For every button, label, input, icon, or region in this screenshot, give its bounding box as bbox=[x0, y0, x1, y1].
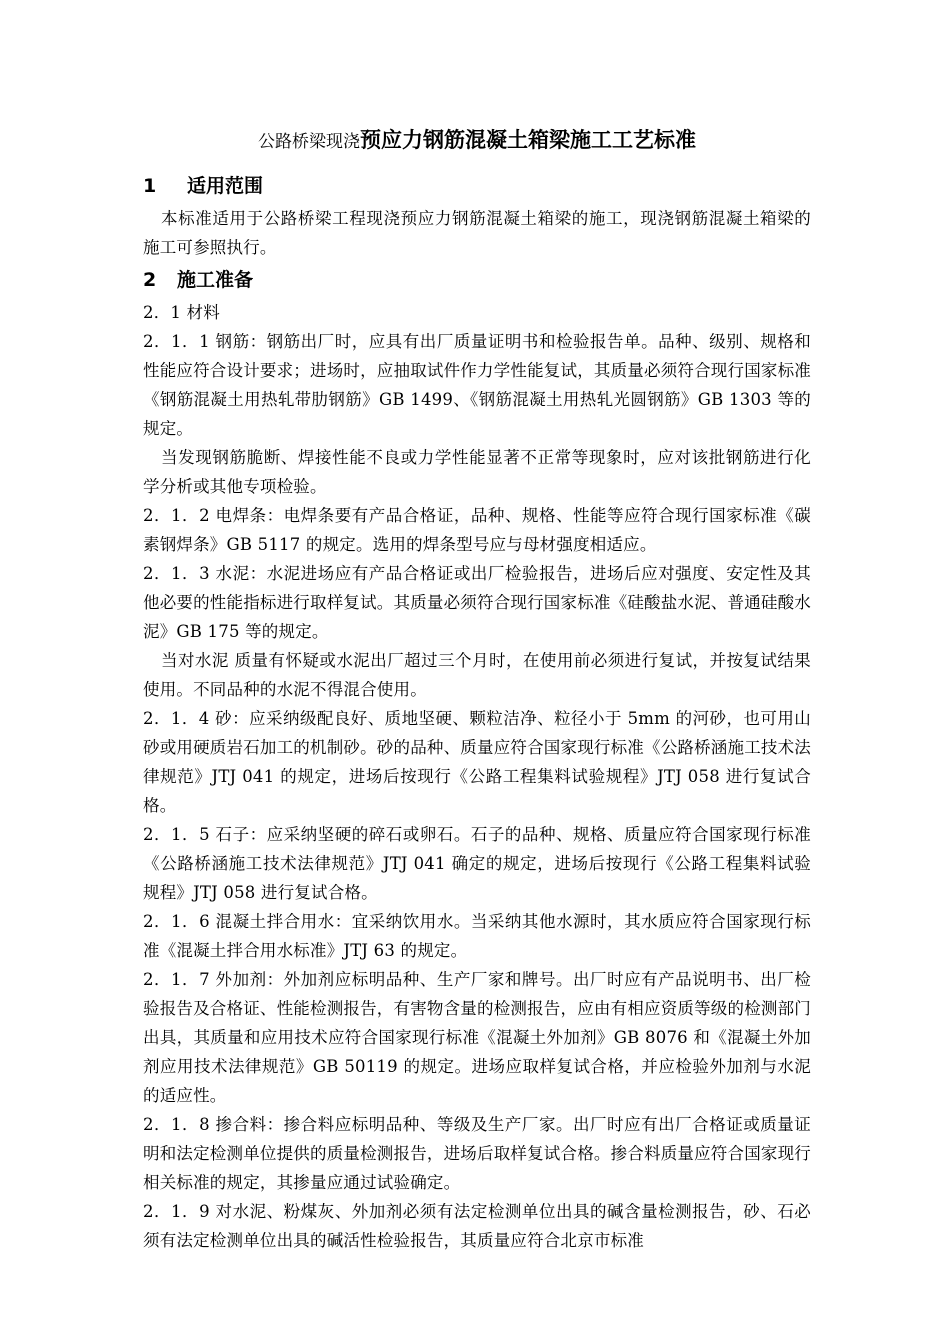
paragraph-2-1-8: 2．1．8 掺合料：掺合料应标明品种、等级及生产厂家。出厂时应有出厂合格证或质量证明和法定检测单位提供的质量检测报告，进场后取样复试合格。掺合料质量应符合国家现行相关标准的规定，其掺量应通过试验确定。 bbox=[143, 1115, 811, 1192]
paragraph: 当对水泥 质量有怀疑或水泥出厂超过三个月时，在使用前必须进行复试，并按复试结果使用。不同品种的水泥不得混合使用。 bbox=[143, 651, 811, 699]
paragraph-2-1-5: 2．1．5 石子：应采纳坚硬的碎石或卵石。石子的品种、规格、质量应符合国家现行标准《公路桥涵施工技术法律规范》JTJ 041 确定的规定，进场后按现行《公路工程集料试验规程》JTJ 058 进行复试合格。 bbox=[143, 825, 811, 902]
paragraph: 本标准适用于公路桥梁工程现浇预应力钢筋混凝土箱梁的施工，现浇钢筋混凝土箱梁的施工可参照执行。 bbox=[143, 209, 811, 257]
paragraph-2-1-3: 2．1．3 水泥：水泥进场应有产品合格证或出厂检验报告，进场后应对强度、安定性及其他必要的性能指标进行取样复试。其质量必须符合现行国家标准《硅酸盐水泥、普通硅酸水泥》GB 175 等的规定。 bbox=[143, 564, 811, 641]
paragraph-2-1-1: 2．1．1 钢筋：钢筋出厂时，应具有出厂质量证明书和检验报告单。品种、级别、规格和性能应符合设计要求；进场时，应抽取试件作力学性能复试，其质量必须符合现行国家标准《钢筋混凝土用热轧带肋钢筋》GB 1499、《钢筋混凝土用热轧光圆钢筋》GB 1303 等的规定。 bbox=[143, 332, 811, 438]
paragraph: 当发现钢筋脆断、焊接性能不良或力学性能显著不正常等现象时，应对该批钢筋进行化学分析或其他专项检验。 bbox=[143, 448, 811, 496]
section-number: 2 bbox=[143, 269, 157, 291]
paragraph-2-1-6: 2．1．6 混凝土拌合用水：宜采纳饮用水。当采纳其他水源时，其水质应符合国家现行标准《混凝土拌合用水标准》JTJ 63 的规定。 bbox=[143, 912, 811, 960]
section-heading-2 bbox=[143, 262, 811, 298]
document-page bbox=[143, 118, 811, 1255]
document-title bbox=[143, 118, 811, 164]
section-title: 施工准备 bbox=[177, 269, 254, 291]
paragraph-2-1-4: 2．1．4 砂：应采纳级配良好、质地坚硬、颗粒洁净、粒径小于 5mm 的河砂，也可用山砂或用硬质岩石加工的机制砂。砂的品种、质量应符合国家现行标准《公路桥涵施工技术法律规范》JTJ 041 的规定，进场后按现行《公路工程集料试验规程》JTJ 058 进行复试合格。 bbox=[143, 709, 811, 815]
section-heading-1 bbox=[143, 168, 811, 204]
title-prefix: 公路桥梁现浇 bbox=[258, 132, 360, 152]
paragraph-2-1-2: 2．1．2 电焊条：电焊条要有产品合格证，品种、规格、性能等应符合现行国家标准《碳素钢焊条》GB 5117 的规定。选用的焊条型号应与母材强度相适应。 bbox=[143, 506, 811, 554]
sub-heading-materials: 2．1 材料 bbox=[143, 303, 220, 322]
section-title: 适用范围 bbox=[187, 175, 264, 197]
paragraph-2-1-7: 2．1．7 外加剂：外加剂应标明品种、生产厂家和牌号。出厂时应有产品说明书、出厂检验报告及合格证、性能检测报告，有害物含量的检测报告，应由有相应资质等级的检测部门出具，其质量和应用技术应符合国家现行标准《混凝土外加剂》GB 8076 和《混凝土外加剂应用技术法律规范》GB 50119 的规定。进场应取样复试合格，并应检验外加剂与水泥的适应性。 bbox=[143, 970, 811, 1105]
paragraph-2-1-9: 2．1．9 对水泥、粉煤灰、外加剂必须有法定检测单位出具的碱含量检测报告，砂、石必须有法定检测单位出具的碱活性检验报告，其质量应符合北京市标准 bbox=[143, 1202, 811, 1250]
section-number: 1 bbox=[143, 175, 157, 197]
title-main: 预应力钢筋混凝土箱梁施工工艺标准 bbox=[360, 127, 696, 152]
